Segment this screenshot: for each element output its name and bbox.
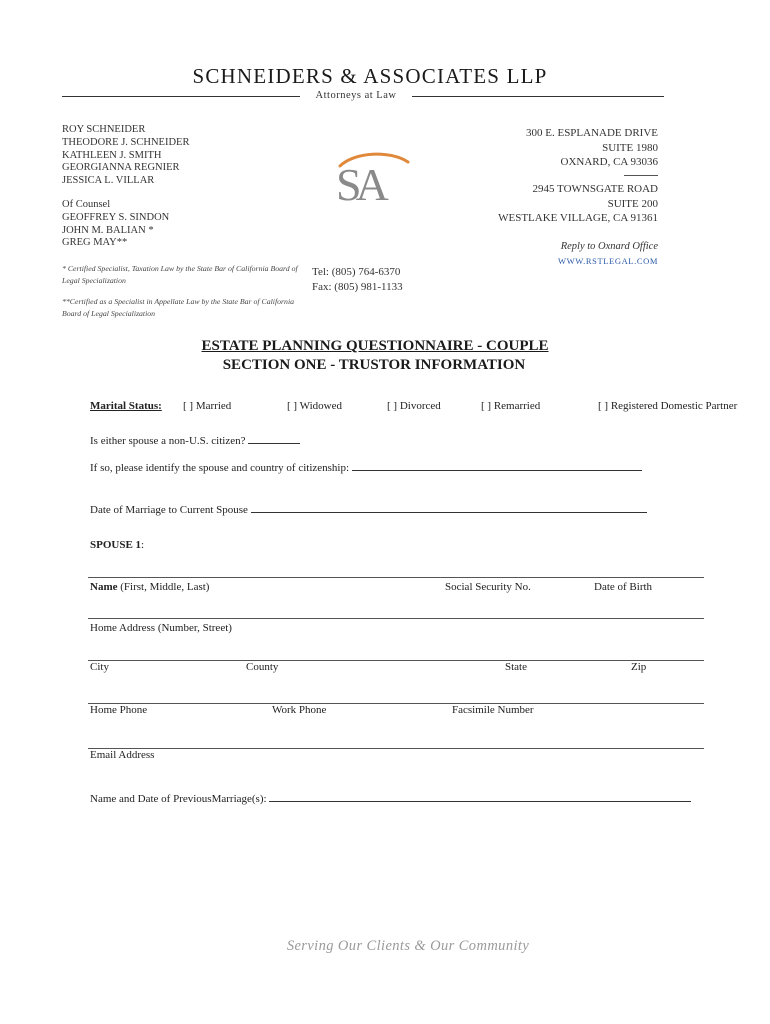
firm-logo [332,150,412,208]
footer-tagline: Serving Our Clients & Our Community [286,938,530,954]
counsel-name: GEOFFREY S. SINDON [62,211,170,223]
address-line: SUITE 200 [607,197,658,210]
attorney-name: THEODORE J. SCHNEIDER [62,136,190,148]
spouse1-label: SPOUSE 1 [90,539,142,551]
reply-to-note: Reply to Oxnard Office [560,241,658,252]
state-label: State [505,661,527,673]
email-label: Email Address [90,749,155,761]
option-divorced[interactable]: [ ] Divorced [387,400,441,412]
citizenship-question-text: If so, please identify the spouse and country of citizenship: [90,462,350,474]
counsel-name: JOHN M. BALIAN * [62,224,154,236]
county-label: County [246,661,279,673]
name-label-bold: Name [90,581,118,593]
contact-numbers [312,265,403,295]
address-line: WESTLAKE VILLAGE, CA 91361 [498,212,658,224]
citizen-question-text: Is either spouse a non-U.S. citizen? [90,435,246,447]
previous-marriages-label: Name and Date of PreviousMarriage(s): [90,793,267,805]
marriage-date-text: Date of Marriage to Current Spouse [90,504,248,516]
fax-label: Facsimile Number [452,704,534,716]
marriage-date-field[interactable] [251,502,647,513]
address-divider [624,175,658,176]
logo-mark: SA [336,159,383,208]
address-line: SUITE 1980 [602,141,658,154]
fax-number: Fax: (805) 981-1133 [312,281,403,293]
option-widowed[interactable]: [ ] Widowed [287,400,342,412]
address-line: 2945 TOWNSGATE ROAD [532,183,658,195]
header-rule-right [412,96,664,97]
home-address-label: Home Address (Number, Street) [90,622,232,634]
citizen-question [90,433,300,447]
office-address-westlake [498,182,658,226]
attorney-name: KATHLEEN J. SMITH [62,149,162,161]
zip-label: Zip [631,661,647,673]
marital-status-label: Marital Status: [90,400,162,412]
name-field-line[interactable] [88,577,704,578]
address-line: 300 E. ESPLANADE DRIVE [526,127,658,139]
citizen-answer-field[interactable] [248,433,300,444]
home-phone-label: Home Phone [90,704,148,716]
counsel-name: GREG MAY** [62,237,128,249]
email-field-line[interactable] [88,748,704,749]
address-line: OXNARD, CA 93036 [560,156,658,168]
citizenship-question [90,460,642,474]
phone-field-line[interactable] [88,703,704,704]
work-phone-label: Work Phone [272,704,327,716]
option-remarried[interactable]: [ ] Remarried [481,400,541,412]
spouse1-heading [90,539,144,551]
attorney-name: ROY SCHNEIDER [62,124,146,135]
city-label: City [90,661,109,673]
firm-subtitle: Attorneys at Law [315,90,397,101]
ssn-label: Social Security No. [445,581,531,593]
name-label [90,581,209,593]
spouse1-colon: : [141,539,145,551]
of-counsel-list [62,199,169,250]
dob-label: Date of Birth [594,581,653,593]
address-field-line[interactable] [88,618,704,619]
section-title: SECTION ONE - TRUSTOR INFORMATION [222,357,526,373]
document-title: ESTATE PLANNING QUESTIONNAIRE - COUPLE [201,338,549,354]
option-married[interactable]: [ ] Married [183,400,232,412]
attorney-name: GEORGIANNA REGNIER [62,162,180,174]
footnote-taxation: * Certified Specialist, Taxation Law by the State Bar of California Board of Legal Specialization [62,264,298,285]
option-domestic-partner[interactable]: [ ] Registered Domestic Partner [598,400,738,412]
previous-marriages-question [90,791,691,805]
telephone: Tel: (805) 764-6370 [312,266,401,278]
attorney-name: JESSICA L. VILLAR [62,175,155,187]
citizenship-answer-field[interactable] [352,460,642,471]
office-address-oxnard [526,126,658,170]
firm-name: SCHNEIDERS & ASSOCIATES LLP [192,64,548,88]
marriage-date-question [90,502,647,516]
website-link[interactable]: WWW.RSTLEGAL.COM [558,256,658,266]
of-counsel-label: Of Counsel [62,199,111,210]
attorney-list [62,124,189,188]
city-field-line[interactable] [88,660,704,661]
header-rule-left [62,96,300,97]
previous-marriages-field[interactable] [269,791,691,802]
name-label-rest: (First, Middle, Last) [117,581,210,593]
footnote-appellate: **Certified as a Specialist in Appellate Law by the State Bar of California Board of Legal Specialization [62,297,295,318]
